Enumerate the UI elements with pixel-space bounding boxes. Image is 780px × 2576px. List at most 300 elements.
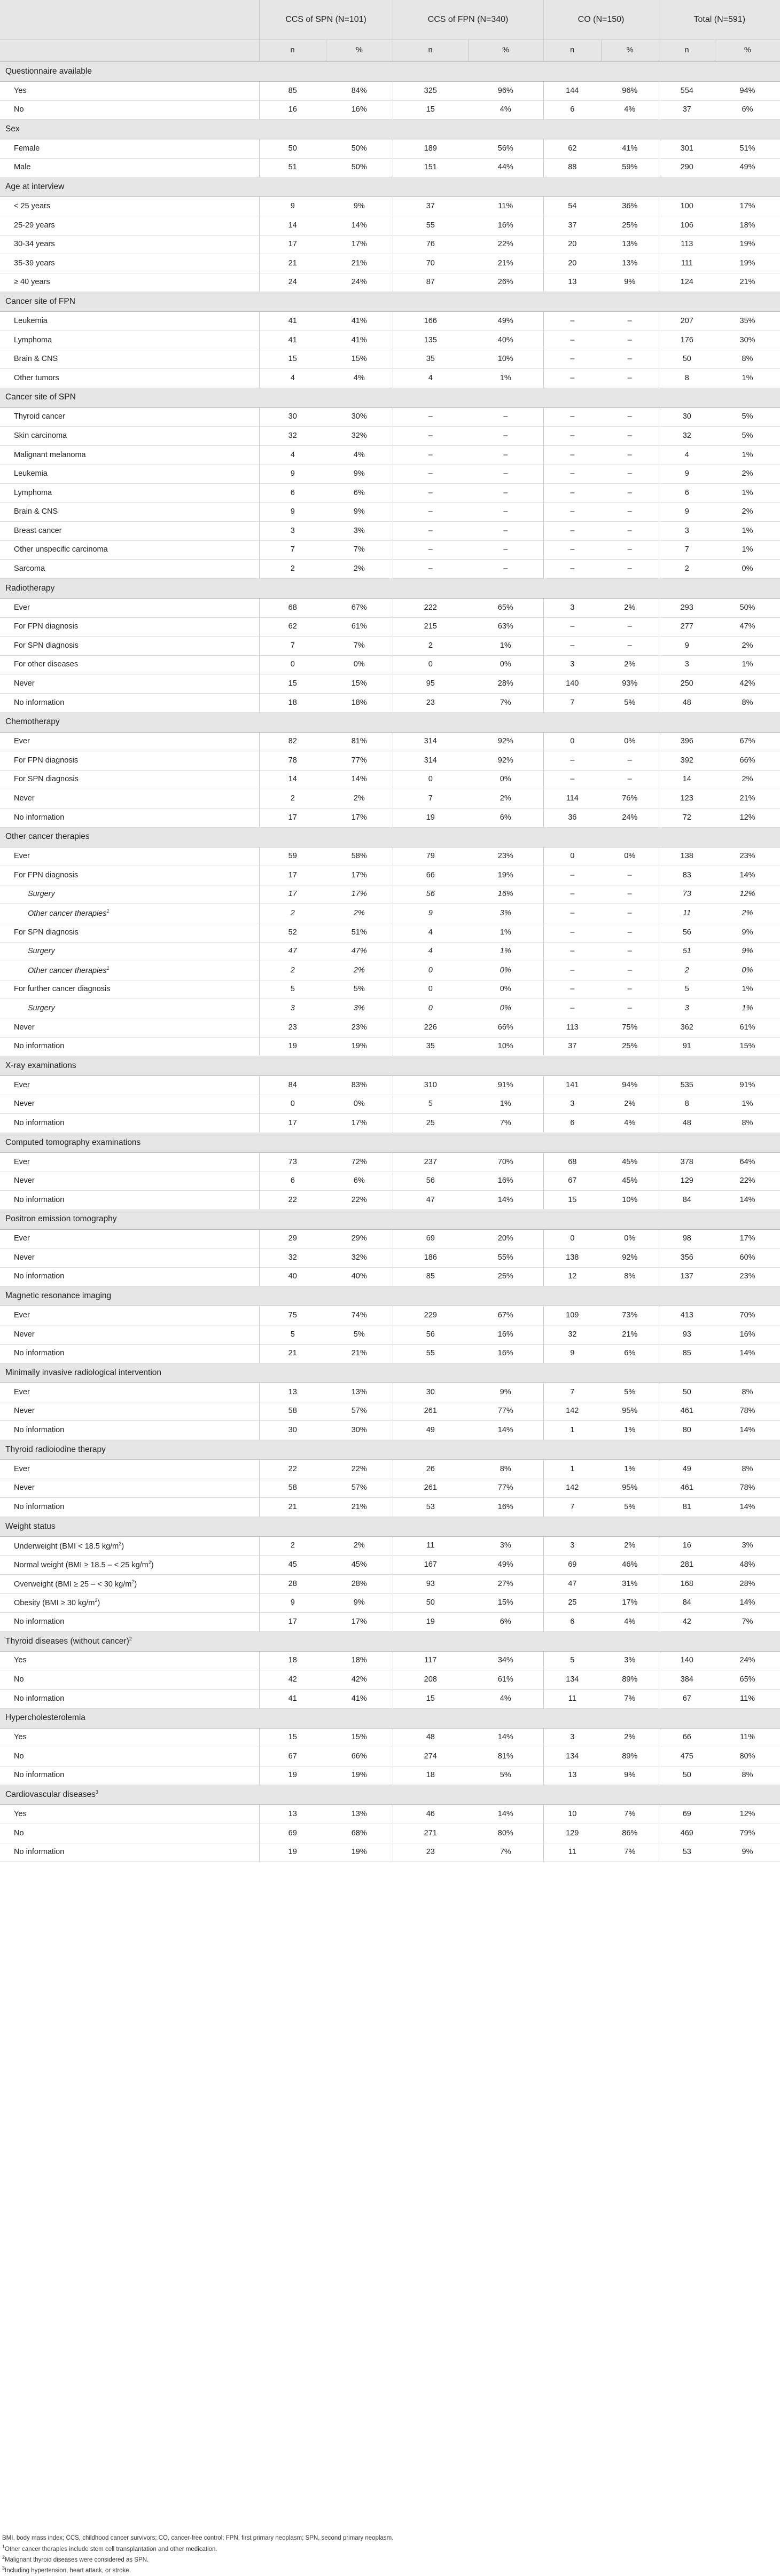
row-label [0, 1037, 259, 1056]
table-row [0, 427, 780, 446]
cell-count: 67 [659, 1689, 715, 1708]
cell-count: 80 [659, 1421, 715, 1440]
row-label-text: For SPN diagnosis [14, 641, 79, 650]
table-row [0, 961, 780, 980]
cell-count: 73 [659, 885, 715, 904]
cell-percent: 58% [326, 847, 393, 866]
section-title [0, 1440, 780, 1460]
cell-percent: – [601, 407, 659, 427]
cell-percent: 57% [326, 1402, 393, 1421]
cell-count: 2 [259, 904, 326, 923]
cell-percent: 61% [326, 617, 393, 637]
cell-percent: 14% [715, 1498, 780, 1517]
cell-count: 37 [543, 1037, 601, 1056]
cell-count: 85 [259, 82, 326, 101]
row-label [0, 445, 259, 465]
cell-percent: 2% [601, 1536, 659, 1556]
row-label-text: No information [14, 1426, 65, 1435]
table-row [0, 942, 780, 961]
cell-percent: 13% [326, 1383, 393, 1402]
cell-percent: 16% [468, 885, 543, 904]
row-label-tail: ) [121, 1542, 124, 1551]
table-row [0, 1152, 780, 1172]
cell-count: 229 [393, 1306, 468, 1325]
section-title-text: Computed tomography examinations [5, 1137, 141, 1147]
cell-count: 41 [259, 312, 326, 331]
cell-count: 0 [393, 980, 468, 999]
row-label [0, 1402, 259, 1421]
table-row [0, 1613, 780, 1632]
cell-percent: 92% [468, 751, 543, 771]
table-row [0, 1728, 780, 1747]
row-label [0, 197, 259, 216]
cell-percent: 9% [326, 1593, 393, 1613]
cell-count: 16 [659, 1536, 715, 1556]
cell-count: 41 [259, 1689, 326, 1708]
table-row [0, 904, 780, 923]
footnote-marker: 2 [129, 1636, 132, 1642]
cell-count: 0 [259, 1095, 326, 1114]
cell-count: 29 [259, 1229, 326, 1248]
cell-count: 475 [659, 1747, 715, 1766]
row-label [0, 904, 259, 923]
cell-percent: 21% [715, 273, 780, 292]
cell-count: 20 [543, 235, 601, 254]
cell-percent: 77% [468, 1479, 543, 1498]
cell-count: 76 [393, 235, 468, 254]
cell-percent: 92% [601, 1248, 659, 1268]
row-label [0, 1805, 259, 1824]
row-label [0, 1095, 259, 1114]
cell-count: 0 [393, 961, 468, 980]
cell-count: 47 [543, 1575, 601, 1594]
table-row [0, 350, 780, 369]
row-label [0, 885, 259, 904]
section-header-row [0, 120, 780, 139]
cell-percent: 61% [715, 1018, 780, 1037]
cell-percent: 45% [326, 1556, 393, 1575]
cell-percent: 1% [715, 369, 780, 388]
table-row [0, 980, 780, 999]
cell-percent: 3% [468, 904, 543, 923]
cell-percent: 67% [468, 1306, 543, 1325]
cell-count: 2 [259, 789, 326, 808]
cell-count: 88 [543, 158, 601, 177]
cell-percent: 47% [715, 617, 780, 637]
cell-count: 50 [659, 350, 715, 369]
row-label [0, 1689, 259, 1708]
cell-percent: 41% [326, 1689, 393, 1708]
row-label [0, 1728, 259, 1747]
cell-percent: 4% [601, 100, 659, 120]
cell-percent: 74% [326, 1306, 393, 1325]
row-label-text: For FPN diagnosis [14, 622, 79, 631]
cell-count: – [543, 885, 601, 904]
cell-percent: 2% [601, 599, 659, 618]
cell-percent: 77% [468, 1402, 543, 1421]
cell-percent: 1% [601, 1421, 659, 1440]
table-row [0, 1402, 780, 1421]
table-row [0, 866, 780, 885]
cell-percent: 4% [468, 100, 543, 120]
cell-percent: 28% [715, 1575, 780, 1594]
cell-percent: 13% [326, 1805, 393, 1824]
footnote-marker: 3 [2, 2565, 5, 2571]
footnote-text: BMI, body mass index; CCS, childhood cancer survivors; CO, cancer-free control; FPN, first primary neoplasm; SPN, second primary neoplasm. [2, 2535, 394, 2541]
row-label [0, 732, 259, 751]
footnote-text: Malignant thyroid diseases were considered as SPN. [5, 2556, 149, 2563]
cell-percent: 10% [468, 350, 543, 369]
cell-percent: 27% [468, 1575, 543, 1594]
cell-count: 314 [393, 751, 468, 771]
footnote-marker: 1 [106, 908, 110, 914]
cell-percent: – [468, 502, 543, 522]
cell-count: 32 [259, 427, 326, 446]
cell-percent: 0% [468, 770, 543, 789]
cell-count: 62 [543, 139, 601, 159]
section-header-row [0, 1708, 780, 1728]
cell-count: 91 [659, 1037, 715, 1056]
cell-count: 10 [543, 1805, 601, 1824]
cell-percent: 4% [601, 1114, 659, 1133]
cell-count: 137 [659, 1267, 715, 1286]
header-corner [0, 0, 259, 40]
row-label-text: Never [14, 1483, 35, 1493]
row-label-tail: ) [97, 1599, 100, 1608]
cell-count: 3 [543, 1728, 601, 1747]
section-title [0, 1631, 780, 1651]
row-label-text: For SPN diagnosis [14, 775, 79, 784]
cell-percent: – [601, 369, 659, 388]
cell-percent: – [601, 445, 659, 465]
cell-percent: – [601, 350, 659, 369]
cell-percent: 23% [715, 1267, 780, 1286]
table-row [0, 1670, 780, 1690]
cell-percent: 17% [326, 866, 393, 885]
cell-percent: – [601, 312, 659, 331]
row-label-text: Ever [14, 1234, 30, 1243]
cell-count: 9 [659, 465, 715, 484]
cell-count: 42 [659, 1613, 715, 1632]
cell-count: 50 [259, 139, 326, 159]
cell-percent: 24% [601, 808, 659, 828]
section-header-row [0, 1363, 780, 1383]
cell-percent: 14% [715, 866, 780, 885]
cell-percent: 13% [601, 254, 659, 273]
table-row [0, 369, 780, 388]
cell-count: 3 [543, 1095, 601, 1114]
cell-count: 293 [659, 599, 715, 618]
cell-count: 100 [659, 197, 715, 216]
cell-count: 2 [259, 560, 326, 579]
table-row [0, 484, 780, 503]
table-row [0, 617, 780, 637]
table-row [0, 1498, 780, 1517]
cell-count: 6 [259, 1172, 326, 1191]
cell-count: – [543, 637, 601, 656]
footnote-marker: 2 [131, 1578, 135, 1584]
cell-count: 2 [259, 1536, 326, 1556]
cell-percent: 55% [468, 1248, 543, 1268]
cell-count: 30 [659, 407, 715, 427]
cell-count: 56 [393, 885, 468, 904]
cell-count: 9 [659, 637, 715, 656]
footnote-marker: 3 [95, 1789, 98, 1795]
cell-percent: 1% [715, 999, 780, 1018]
row-label-text: Brain & CNS [14, 507, 58, 516]
cell-count: 168 [659, 1575, 715, 1594]
table-row [0, 637, 780, 656]
cell-count: 277 [659, 617, 715, 637]
cell-count: 0 [543, 847, 601, 866]
row-label-text: Other tumors [14, 373, 59, 382]
cell-percent: 84% [326, 82, 393, 101]
row-label [0, 923, 259, 942]
row-label-text: Yes [14, 1656, 27, 1665]
cell-count: 14 [259, 770, 326, 789]
cell-count: 1 [543, 1460, 601, 1479]
row-label [0, 1267, 259, 1286]
cell-percent: 65% [715, 1670, 780, 1690]
table-row [0, 445, 780, 465]
cell-count: 55 [393, 1344, 468, 1363]
table-row [0, 254, 780, 273]
row-label [0, 789, 259, 808]
cell-count: 82 [259, 732, 326, 751]
cell-count: 3 [659, 999, 715, 1018]
section-title [0, 1210, 780, 1229]
cell-percent: 0% [601, 847, 659, 866]
cell-count: 123 [659, 789, 715, 808]
row-label [0, 599, 259, 618]
header-corner [0, 40, 259, 62]
cell-count: 134 [543, 1747, 601, 1766]
cell-percent: 5% [601, 1383, 659, 1402]
cell-percent: 76% [601, 789, 659, 808]
row-label [0, 1383, 259, 1402]
cell-percent: 83% [326, 1076, 393, 1095]
row-label [0, 770, 259, 789]
cell-percent: 2% [601, 655, 659, 674]
cell-percent: 3% [601, 1651, 659, 1670]
table-row [0, 273, 780, 292]
cell-count: 3 [543, 599, 601, 618]
cell-count: 14 [259, 216, 326, 235]
row-label-text: No [14, 1828, 24, 1837]
cell-count: 2 [659, 961, 715, 980]
section-title [0, 1363, 780, 1383]
table-row [0, 1267, 780, 1286]
cell-count: 21 [259, 254, 326, 273]
row-label [0, 655, 259, 674]
cell-count: 32 [659, 427, 715, 446]
cell-count: 69 [393, 1229, 468, 1248]
cell-percent: 7% [601, 1843, 659, 1862]
section-title-text: Minimally invasive radiological intervention [5, 1368, 162, 1377]
row-label [0, 1843, 259, 1862]
cell-count: 78 [259, 751, 326, 771]
section-title [0, 1517, 780, 1536]
cell-percent: 21% [326, 1344, 393, 1363]
cell-percent: 35% [715, 312, 780, 331]
row-label-text: Leukemia [14, 469, 48, 478]
section-header-row [0, 1785, 780, 1805]
row-label [0, 1651, 259, 1670]
cell-count: 7 [659, 540, 715, 560]
cell-percent: 67% [715, 732, 780, 751]
cell-count: 42 [259, 1670, 326, 1690]
row-label-tail: ) [151, 1560, 154, 1569]
row-label [0, 961, 259, 980]
cell-percent: 9% [715, 923, 780, 942]
table-row [0, 235, 780, 254]
cell-count: 310 [393, 1076, 468, 1095]
cell-percent: 78% [715, 1479, 780, 1498]
cell-percent: 1% [468, 637, 543, 656]
row-label-text: No information [14, 1195, 65, 1204]
cell-count: 189 [393, 139, 468, 159]
cell-count: 111 [659, 254, 715, 273]
cell-count: 138 [543, 1248, 601, 1268]
row-label-text: Ever [14, 1387, 30, 1396]
row-label-text: Lymphoma [14, 488, 52, 497]
cell-count: 215 [393, 617, 468, 637]
cell-percent: 17% [715, 197, 780, 216]
cell-count: 167 [393, 1556, 468, 1575]
row-label [0, 1325, 259, 1345]
cell-percent: 30% [326, 407, 393, 427]
cell-percent: 18% [715, 216, 780, 235]
cell-percent: 60% [715, 1248, 780, 1268]
cell-count: – [543, 560, 601, 579]
cell-percent: 45% [601, 1152, 659, 1172]
cell-count: 23 [259, 1018, 326, 1037]
table-row [0, 732, 780, 751]
cell-count: 36 [543, 808, 601, 828]
cell-count: 84 [259, 1076, 326, 1095]
cell-percent: 0% [468, 655, 543, 674]
cell-percent: 46% [601, 1556, 659, 1575]
section-title-text: Cardiovascular diseases [5, 1790, 96, 1800]
cell-count: – [543, 942, 601, 961]
cell-count: 134 [543, 1670, 601, 1690]
cell-percent: 42% [326, 1670, 393, 1690]
cell-count: 290 [659, 158, 715, 177]
row-label-text: Overweight (BMI ≥ 25 – < 30 kg/m [14, 1580, 132, 1589]
cell-percent: 17% [326, 1114, 393, 1133]
section-title-text: Hypercholesterolemia [5, 1713, 85, 1723]
cell-percent: 3% [326, 999, 393, 1018]
cell-count: 237 [393, 1152, 468, 1172]
cell-count: 98 [659, 1229, 715, 1248]
cell-count: 62 [259, 617, 326, 637]
table-row [0, 1095, 780, 1114]
cell-percent: 66% [326, 1747, 393, 1766]
cell-percent: 21% [601, 1325, 659, 1345]
cell-percent: 36% [601, 197, 659, 216]
cell-count: 469 [659, 1824, 715, 1843]
cell-count: 11 [659, 904, 715, 923]
section-title [0, 177, 780, 197]
section-header-row [0, 827, 780, 847]
cell-count: 15 [543, 1191, 601, 1210]
cell-percent: 94% [601, 1076, 659, 1095]
footnote-line [2, 2564, 777, 2575]
cell-percent: 8% [601, 1267, 659, 1286]
cell-count: 325 [393, 82, 468, 101]
cell-percent: 8% [715, 1766, 780, 1785]
cell-count: 56 [659, 923, 715, 942]
row-label-text: For SPN diagnosis [14, 928, 79, 937]
cell-count: – [393, 522, 468, 541]
cell-count: 84 [659, 1593, 715, 1613]
cell-percent: 91% [715, 1076, 780, 1095]
cell-percent: 9% [715, 1843, 780, 1862]
cell-count: 19 [393, 808, 468, 828]
cell-percent: 4% [601, 1613, 659, 1632]
row-label [0, 1248, 259, 1268]
section-title [0, 1708, 780, 1728]
cell-percent: 21% [715, 789, 780, 808]
cell-percent: 19% [326, 1766, 393, 1785]
cell-percent: 8% [715, 1460, 780, 1479]
cell-count: 4 [259, 445, 326, 465]
cell-percent: 81% [326, 732, 393, 751]
cell-count: 281 [659, 1556, 715, 1575]
cell-percent: 0% [326, 1095, 393, 1114]
cell-count: 535 [659, 1076, 715, 1095]
row-label-tail: ) [134, 1580, 137, 1589]
table-row [0, 1037, 780, 1056]
cell-count: – [543, 427, 601, 446]
cell-count: 85 [659, 1344, 715, 1363]
cell-percent: 49% [468, 312, 543, 331]
row-label-text: No information [14, 1118, 65, 1127]
cell-count: – [543, 961, 601, 980]
cell-count: – [393, 465, 468, 484]
table-row [0, 1421, 780, 1440]
cell-count: 32 [543, 1325, 601, 1345]
cell-count: 3 [543, 1536, 601, 1556]
cell-percent: 7% [326, 637, 393, 656]
section-title-text: Weight status [5, 1521, 56, 1531]
cell-percent: 10% [601, 1191, 659, 1210]
cell-count: – [543, 770, 601, 789]
cell-count: 6 [543, 100, 601, 120]
cell-percent: 16% [468, 1325, 543, 1345]
cell-count: 18 [259, 1651, 326, 1670]
cell-percent: 21% [326, 254, 393, 273]
cell-percent: 11% [468, 197, 543, 216]
section-title-text: Questionnaire available [5, 66, 92, 76]
cell-percent: 14% [715, 1344, 780, 1363]
cell-count: 25 [393, 1114, 468, 1133]
cell-percent: 89% [601, 1670, 659, 1690]
table-row [0, 770, 780, 789]
table-row [0, 1344, 780, 1363]
cell-percent: 8% [715, 1114, 780, 1133]
cell-percent: 44% [468, 158, 543, 177]
cell-count: 22 [259, 1460, 326, 1479]
cell-count: 11 [543, 1843, 601, 1862]
cell-count: 271 [393, 1824, 468, 1843]
table-row [0, 540, 780, 560]
cell-percent: 7% [715, 1613, 780, 1632]
cell-count: 51 [659, 942, 715, 961]
cell-percent: 34% [468, 1651, 543, 1670]
section-title-text: Age at interview [5, 182, 65, 192]
cell-count: 67 [543, 1172, 601, 1191]
